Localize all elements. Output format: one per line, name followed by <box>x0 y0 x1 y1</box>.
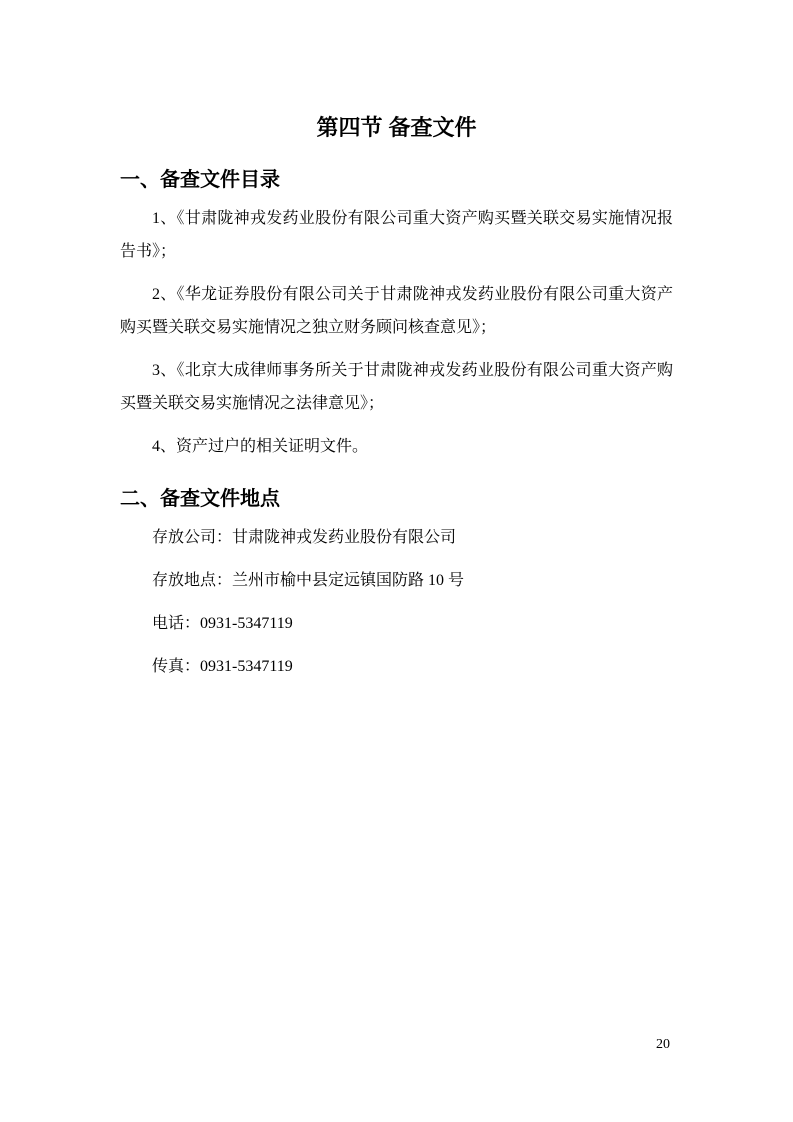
storage-address-line: 存放地点：兰州市榆中县定远镇国防路 10 号 <box>152 572 465 589</box>
catalog-item-2: 2、《华龙证券股份有限公司关于甘肃陇神戎发药业股份有限公司重大资产购买暨关联交易实施情况之独立财务顾问核查意见》； <box>120 286 673 336</box>
section-heading-document-catalog: 一、备查文件目录 <box>120 169 280 191</box>
catalog-item-1: 1、《甘肃陇神戎发药业股份有限公司重大资产购买暨关联交易实施情况报告书》； <box>120 210 673 260</box>
catalog-item-3: 3、《北京大成律师事务所关于甘肃陇神戎发药业股份有限公司重大资产购买暨关联交易实施情况之法律意见》； <box>120 362 673 412</box>
page-title: 第四节 备查文件 <box>316 115 477 140</box>
telephone-line: 电话：0931-5347119 <box>152 615 293 632</box>
storage-company-line: 存放公司：甘肃陇神戎发药业股份有限公司 <box>152 529 457 546</box>
section-heading-document-location: 二、备查文件地点 <box>120 488 280 510</box>
fax-line: 传真：0931-5347119 <box>152 658 293 675</box>
catalog-item-4: 4、资产过户的相关证明文件。 <box>152 438 369 455</box>
page-number: 20 <box>656 1037 670 1052</box>
